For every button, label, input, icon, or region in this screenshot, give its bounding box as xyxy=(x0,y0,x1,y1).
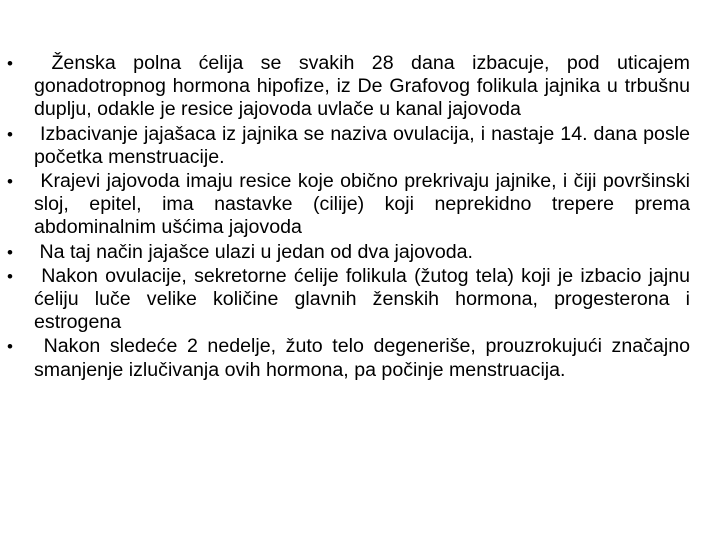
bullet-dot-icon: • xyxy=(7,54,13,73)
bullet-text: Na taj način jajašce ulazi u jedan od dva jajovoda. xyxy=(34,240,473,263)
bullet-dot-icon: • xyxy=(7,172,13,192)
bullet-dot-icon: • xyxy=(7,266,13,286)
bullet-item xyxy=(0,265,720,335)
bullet-text: Ženska polna ćelija se svakih 28 dana izbacuje, pod uticajem gonadotropnog hormona hipofize, iz De Grafovog folikula jajnika u trbušnu duplju, odakle je resice jajovoda uvlače u kanal jajovoda xyxy=(34,52,696,121)
bullet-item xyxy=(0,335,720,381)
bullet-text: Nakon sledeće 2 nedelje, žuto telo degeneriše, prouzrokujući značajno smanjenje izlučivanja ovih hormona, pa počinje menstruacija. xyxy=(34,335,696,381)
bullet-dot-icon: • xyxy=(7,124,13,144)
bullet-text: Izbacivanje jajašaca iz jajnika se naziva ovulacija, i nastaje 14. dana posle početka menstruacije. xyxy=(34,122,696,168)
bullet-item xyxy=(0,170,720,240)
bullet-text: Krajevi jajovoda imaju resice koje obično prekrivaju jajnike, i čiji površinski sloj, epitel, ima nastavke (cilije) koji neprekidno trepere prema abdominalnim ušćima jajovoda xyxy=(34,170,696,239)
bullet-item xyxy=(0,52,720,122)
bullet-dot-icon: • xyxy=(7,242,13,262)
bullet-text: Nakon ovulacije, sekretorne ćelije folikula (žutog tela) koji je izbacio jajnu ćeliju luče velike količine glavnih ženskih hormona, progesterona i estrogena xyxy=(34,264,696,334)
bullet-item xyxy=(0,241,720,264)
bullet-item xyxy=(0,123,720,169)
bullet-list xyxy=(0,52,720,383)
bullet-dot-icon: • xyxy=(7,337,13,357)
